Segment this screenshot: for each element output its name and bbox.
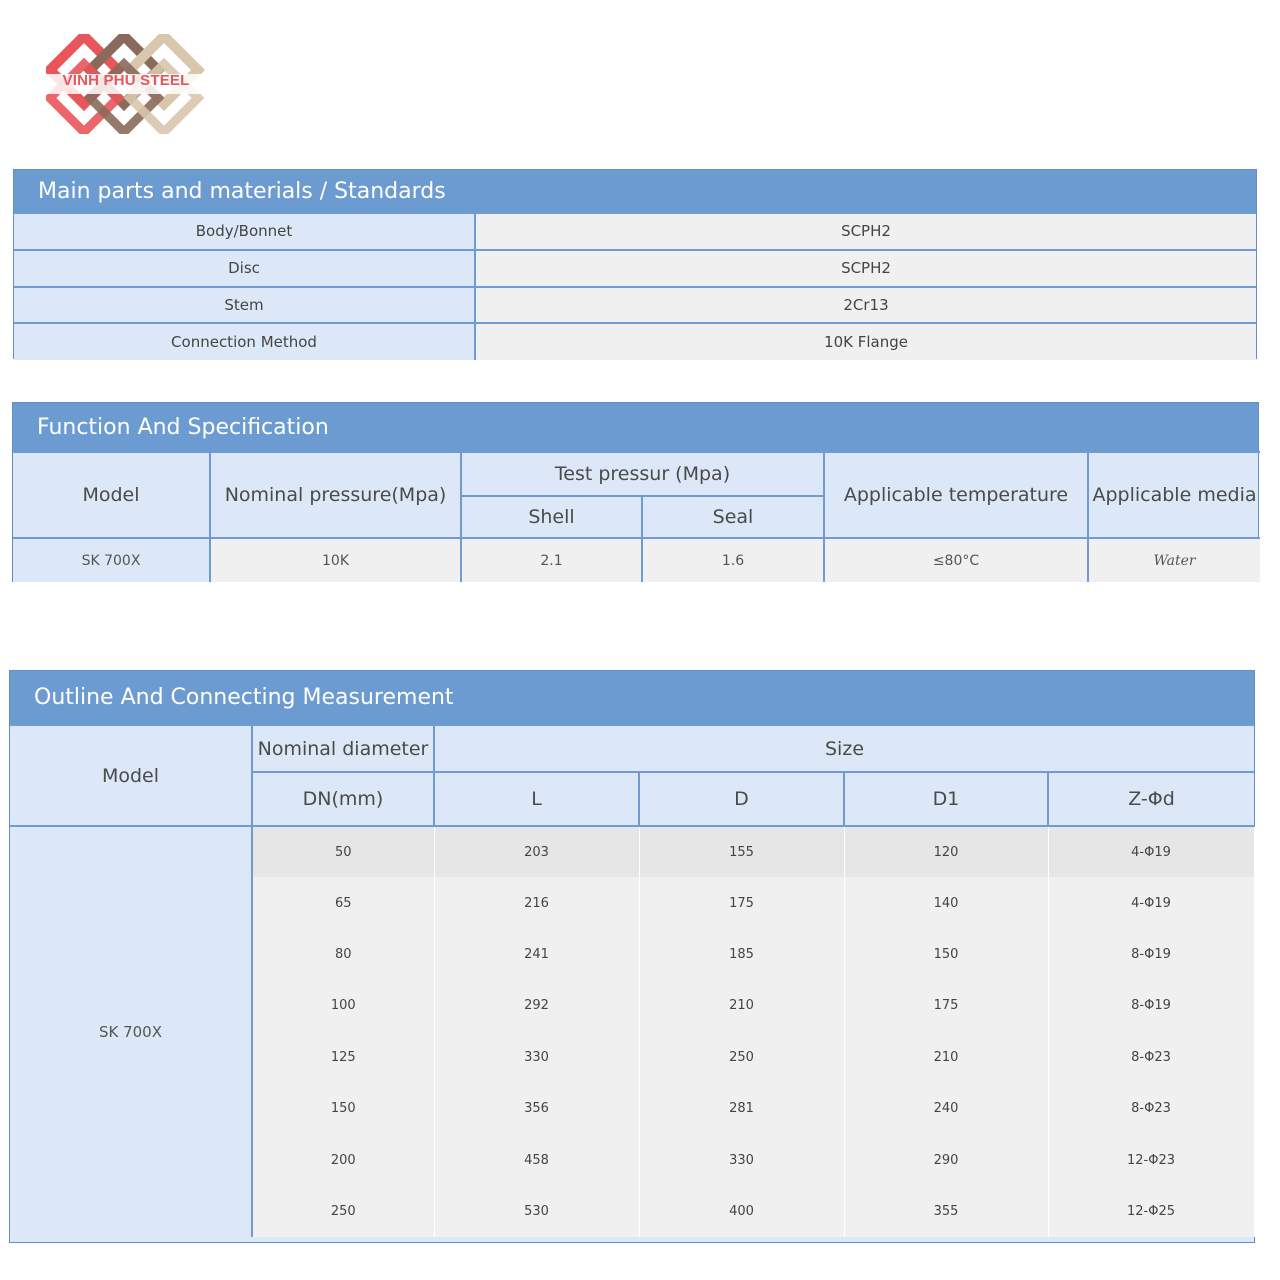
outline-cell-d1: 120 <box>844 826 1048 877</box>
outline-cell-d: 250 <box>639 1032 844 1083</box>
material-label: Body/Bonnet <box>14 213 475 250</box>
outline-cell-dn: 150 <box>252 1083 434 1134</box>
table-row <box>14 287 1256 324</box>
outline-cell-d1: 140 <box>844 877 1048 928</box>
outline-title: Outline And Connecting Measurement <box>10 671 1254 724</box>
outline-cell-l: 203 <box>434 826 639 877</box>
outline-header-l: L <box>434 772 639 826</box>
outline-cell-d1: 210 <box>844 1032 1048 1083</box>
spec-header-shell: Shell <box>461 496 642 538</box>
spec-title: Function And Specification <box>13 403 1258 451</box>
spec-media: Water <box>1088 538 1260 582</box>
outline-panel <box>9 670 1255 1243</box>
outline-cell-dn: 100 <box>252 980 434 1031</box>
outline-table <box>10 724 1255 1237</box>
outline-model: SK 700X <box>10 826 252 1237</box>
outline-cell-dn: 200 <box>252 1134 434 1185</box>
outline-cell-l: 241 <box>434 929 639 980</box>
spec-model: SK 700X <box>13 538 210 582</box>
spec-header-seal: Seal <box>642 496 824 538</box>
material-label: Stem <box>14 287 475 324</box>
outline-header-model: Model <box>10 725 252 826</box>
outline-cell-d: 330 <box>639 1134 844 1185</box>
material-label: Connection Method <box>14 323 475 360</box>
outline-cell-d: 175 <box>639 877 844 928</box>
spec-header-model: Model <box>13 452 210 538</box>
spec-header-nominal-pressure: Nominal pressure(Mpa) <box>210 452 461 538</box>
outline-cell-dn: 80 <box>252 929 434 980</box>
outline-cell-zd: 12-Φ23 <box>1048 1134 1254 1185</box>
spec-table <box>13 451 1260 582</box>
table-row <box>14 323 1256 360</box>
table-row <box>13 538 1260 582</box>
spec-temperature: ≤80°C <box>824 538 1088 582</box>
outline-cell-d1: 175 <box>844 980 1048 1031</box>
outline-cell-d: 185 <box>639 929 844 980</box>
spec-seal: 1.6 <box>642 538 824 582</box>
materials-panel <box>13 169 1257 359</box>
outline-cell-zd: 12-Φ25 <box>1048 1186 1254 1237</box>
outline-cell-zd: 4-Φ19 <box>1048 877 1254 928</box>
outline-cell-d: 210 <box>639 980 844 1031</box>
table-row <box>10 826 1254 877</box>
outline-cell-l: 530 <box>434 1186 639 1237</box>
material-value: 2Cr13 <box>475 287 1256 324</box>
spec-header-temperature: Applicable temperature <box>824 452 1088 538</box>
table-header-row <box>10 725 1254 772</box>
outline-cell-l: 292 <box>434 980 639 1031</box>
outline-cell-l: 216 <box>434 877 639 928</box>
material-value: SCPH2 <box>475 213 1256 250</box>
outline-cell-d: 400 <box>639 1186 844 1237</box>
outline-cell-d1: 150 <box>844 929 1048 980</box>
table-row <box>14 213 1256 250</box>
outline-cell-dn: 65 <box>252 877 434 928</box>
spec-nominal-pressure: 10K <box>210 538 461 582</box>
company-logo <box>46 34 206 134</box>
table-row <box>14 250 1256 287</box>
outline-cell-zd: 8-Φ23 <box>1048 1083 1254 1134</box>
outline-cell-l: 330 <box>434 1032 639 1083</box>
outline-header-d: D <box>639 772 844 826</box>
outline-cell-d: 155 <box>639 826 844 877</box>
outline-cell-dn: 250 <box>252 1186 434 1237</box>
outline-cell-d: 281 <box>639 1083 844 1134</box>
outline-header-zd: Z-Φd <box>1048 772 1254 826</box>
outline-cell-l: 458 <box>434 1134 639 1185</box>
outline-cell-d1: 355 <box>844 1186 1048 1237</box>
table-header-row <box>13 452 1260 496</box>
spec-header-test-pressure: Test pressur (Mpa) <box>461 452 824 496</box>
outline-header-nominal-diameter: Nominal diameter <box>252 725 434 772</box>
spec-shell: 2.1 <box>461 538 642 582</box>
outline-cell-dn: 125 <box>252 1032 434 1083</box>
outline-cell-l: 356 <box>434 1083 639 1134</box>
outline-cell-d1: 290 <box>844 1134 1048 1185</box>
outline-cell-zd: 8-Φ19 <box>1048 929 1254 980</box>
materials-title: Main parts and materials / Standards <box>14 170 1256 212</box>
material-value: SCPH2 <box>475 250 1256 287</box>
material-value: 10K Flange <box>475 323 1256 360</box>
outline-header-d1: D1 <box>844 772 1048 826</box>
spec-panel <box>12 402 1259 582</box>
outline-cell-zd: 4-Φ19 <box>1048 826 1254 877</box>
material-label: Disc <box>14 250 475 287</box>
materials-table <box>14 212 1256 360</box>
outline-cell-d1: 240 <box>844 1083 1048 1134</box>
outline-header-size: Size <box>434 725 1254 772</box>
outline-header-dn: DN(mm) <box>252 772 434 826</box>
outline-cell-zd: 8-Φ23 <box>1048 1032 1254 1083</box>
logo-text: VINH PHU STEEL <box>62 72 190 89</box>
spec-header-media: Applicable media <box>1088 452 1260 538</box>
outline-cell-dn: 50 <box>252 826 434 877</box>
outline-cell-zd: 8-Φ19 <box>1048 980 1254 1031</box>
